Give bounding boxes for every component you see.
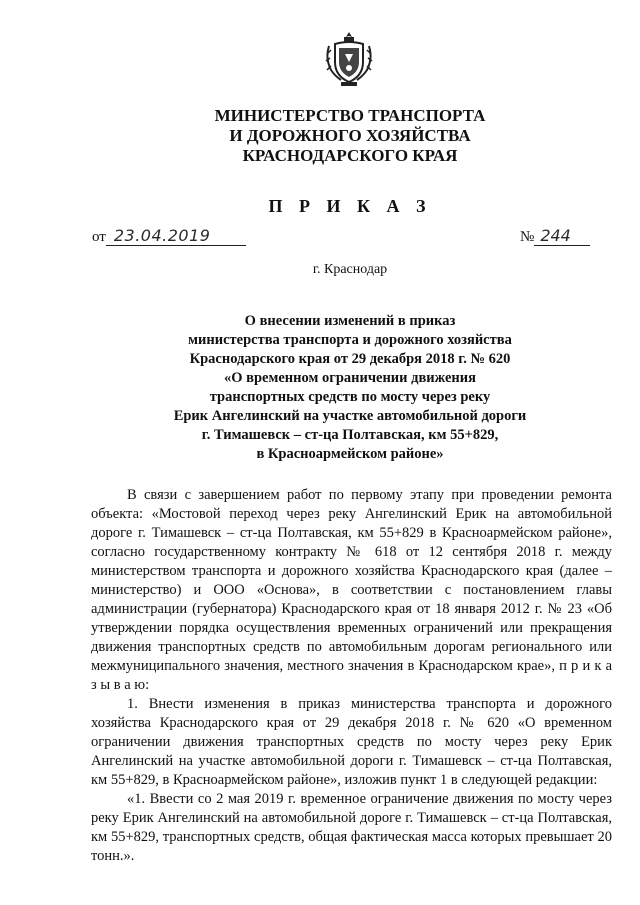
subject-line: г. Тимашевск – ст-ца Полтавская, км 55+829, [201,427,499,443]
order-date [92,226,246,246]
number-prefix: № [520,229,535,245]
coat-of-arms-emblem [325,28,373,90]
subject-line: транспортных средств по мосту через реку [209,389,491,405]
body-paragraph-1: В связи с завершением работ по первому этапу при проведении ремонта объекта: «Мостовой переход через реку Ангелинский Ерик на автомобильной дороге г. Тимашевск – ст-ца Полтавская, км 55+829 в Красноармейском районе», согласно государственному контракту № 618 от 12 сентября 2018 г. между министерством транспорта и дорожного хозяйства Краснодарского края (далее – министерство) и ООО «Основа», в соответствии с постановлением главы администрации (губернатора) Краснодарского края от 18 января 2012 г. № 23 «Об утверждении порядка осуществления временных ограничений или прекращения движения транспортных средств по автомобильным дорогам регионального или межмуниципального значения, местного значения в Краснодарском крае», п р и к а з ы в а ю: [91,487,612,693]
city: г. Краснодар [312,262,388,277]
body-paragraph-3: «1. Ввести со 2 мая 2019 г. временное ограничение движения по мосту через реку Ерик Ангелинский на автомобильной дороге г. Тимашевск – ст-ца Полтавская, км 55+829, транспортных средств, общая фактическая масса которых превышает 20 тонн.». [91,791,612,864]
body-paragraph-2: 1. Внести изменения в приказ министерства транспорта и дорожного хозяйства Краснодарского края от 29 декабря 2018 г. № 620 «О временном ограничении движения транспортных средств по мосту через реку Ерик Ангелинский на участке автомобильной дороги г. Тимашевск – ст-ца Полтавская, км 55+829, в Красноармейском районе», изложив пункт 1 в следующей редакции: [91,696,612,788]
number-handwritten: 244 [534,226,590,246]
order-title: П Р И К А З [268,196,432,216]
ministry-line-3: КРАСНОДАРСКОГО КРАЯ [242,146,458,165]
order-subject [100,312,600,464]
ministry-line-2: И ДОРОЖНОГО ХОЗЯЙСТВА [229,126,471,145]
date-prefix: от [92,229,106,245]
ministry-name [0,106,640,166]
subject-line: министерства транспорта и дорожного хозяйства [188,332,512,348]
ministry-line-1: МИНИСТЕРСТВО ТРАНСПОРТА [214,106,486,125]
subject-line: Краснодарского края от 29 декабря 2018 г. № 620 [189,351,511,367]
date-handwritten: 23.04.2019 [106,226,246,246]
subject-line: О внесении изменений в приказ [244,313,456,329]
subject-line: «О временном ограничении движения [224,370,476,386]
subject-line: Ерик Ангелинский на участке автомобильной дороги [173,408,527,424]
order-body [91,486,612,866]
order-number [520,226,590,246]
subject-line: в Красноармейском районе» [256,446,444,462]
